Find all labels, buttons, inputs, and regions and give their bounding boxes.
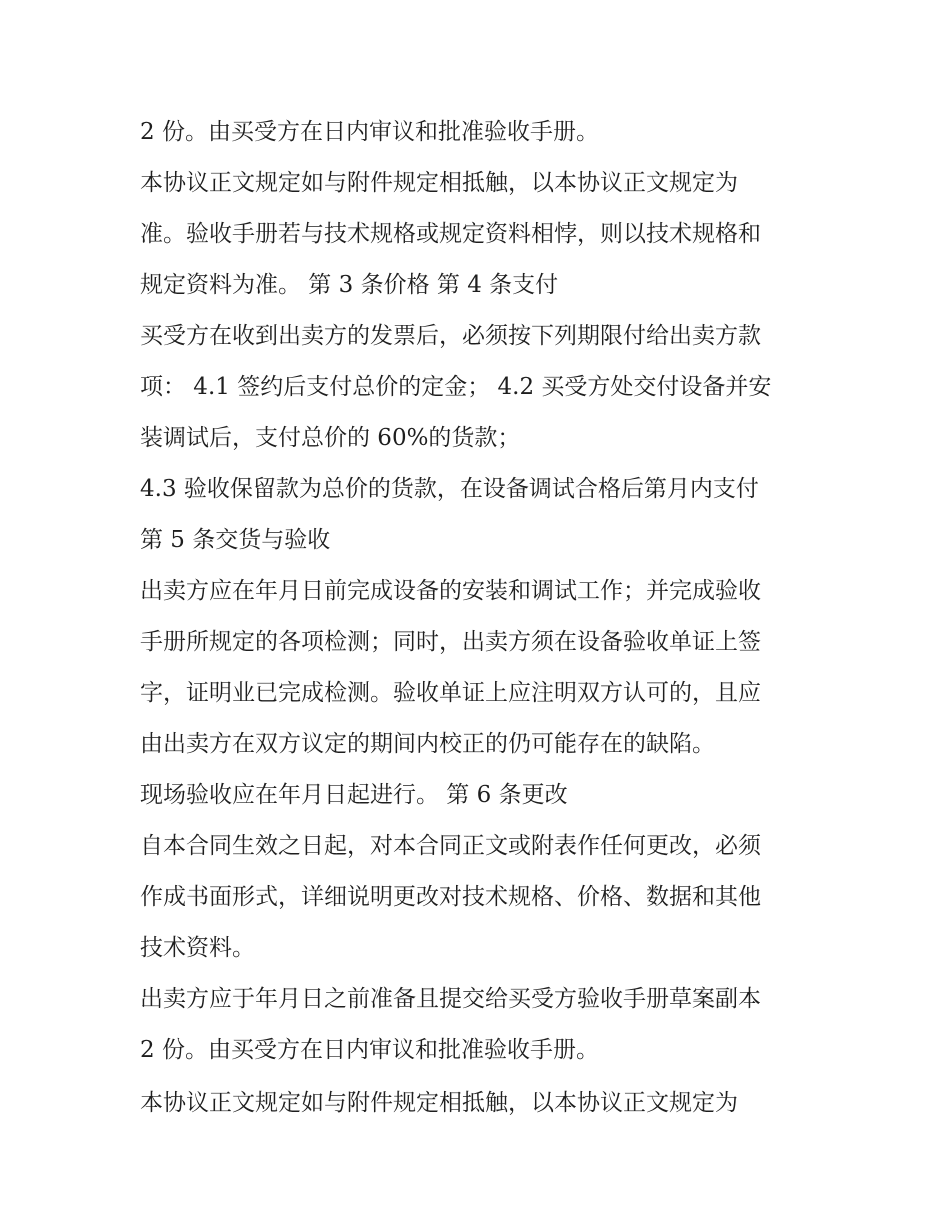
text-line: 现场验收应在年月日起进行。 第 6 条更改 — [140, 782, 568, 808]
text-line: 本协议正文规定如与附件规定相抵触，以本协议正文规定为 — [140, 170, 738, 196]
text-line: 作成书面形式，详细说明更改对技术规格、价格、数据和其他 — [140, 884, 761, 910]
text-line: 由出卖方在双方议定的期间内校正的仍可能存在的缺陷。 — [140, 731, 715, 757]
text-line: 出卖方应于年月日之前准备且提交给买受方验收手册草案副本 — [140, 986, 761, 1012]
text-line: 自本合同生效之日起，对本合同正文或附表作任何更改，必须 — [140, 833, 761, 859]
text-line: 4.3 验收保留款为总价的货款，在设备调试合格后第月内支付 — [140, 476, 759, 502]
document-body — [140, 107, 820, 1129]
text-line: 第 5 条交货与验收 — [140, 527, 331, 553]
text-line: 出卖方应在年月日前完成设备的安装和调试工作；并完成验收 — [140, 578, 761, 604]
text-line: 技术资料。 — [140, 935, 255, 961]
text-line: 买受方在收到出卖方的发票后，必须按下列期限付给出卖方款 — [140, 323, 761, 349]
text-line: 2 份。由买受方在日内审议和批准验收手册。 — [140, 119, 599, 145]
text-line: 字，证明业已完成检测。验收单证上应注明双方认可的，且应 — [140, 680, 761, 706]
text-line: 2 份。由买受方在日内审议和批准验收手册。 — [140, 1037, 599, 1063]
text-line: 手册所规定的各项检测；同时，出卖方须在设备验收单证上签 — [140, 629, 761, 655]
text-line: 规定资料为准。 第 3 条价格 第 4 条支付 — [140, 272, 559, 298]
text-line: 本协议正文规定如与附件规定相抵触，以本协议正文规定为 — [140, 1090, 738, 1116]
text-line: 项： 4.1 签约后支付总价的定金； 4.2 买受方处交付设备并安 — [140, 374, 772, 400]
text-line: 装调试后，支付总价的 60%的货款； — [140, 425, 521, 451]
text-line: 准。验收手册若与技术规格或规定资料相悖，则以技术规格和 — [140, 221, 761, 247]
